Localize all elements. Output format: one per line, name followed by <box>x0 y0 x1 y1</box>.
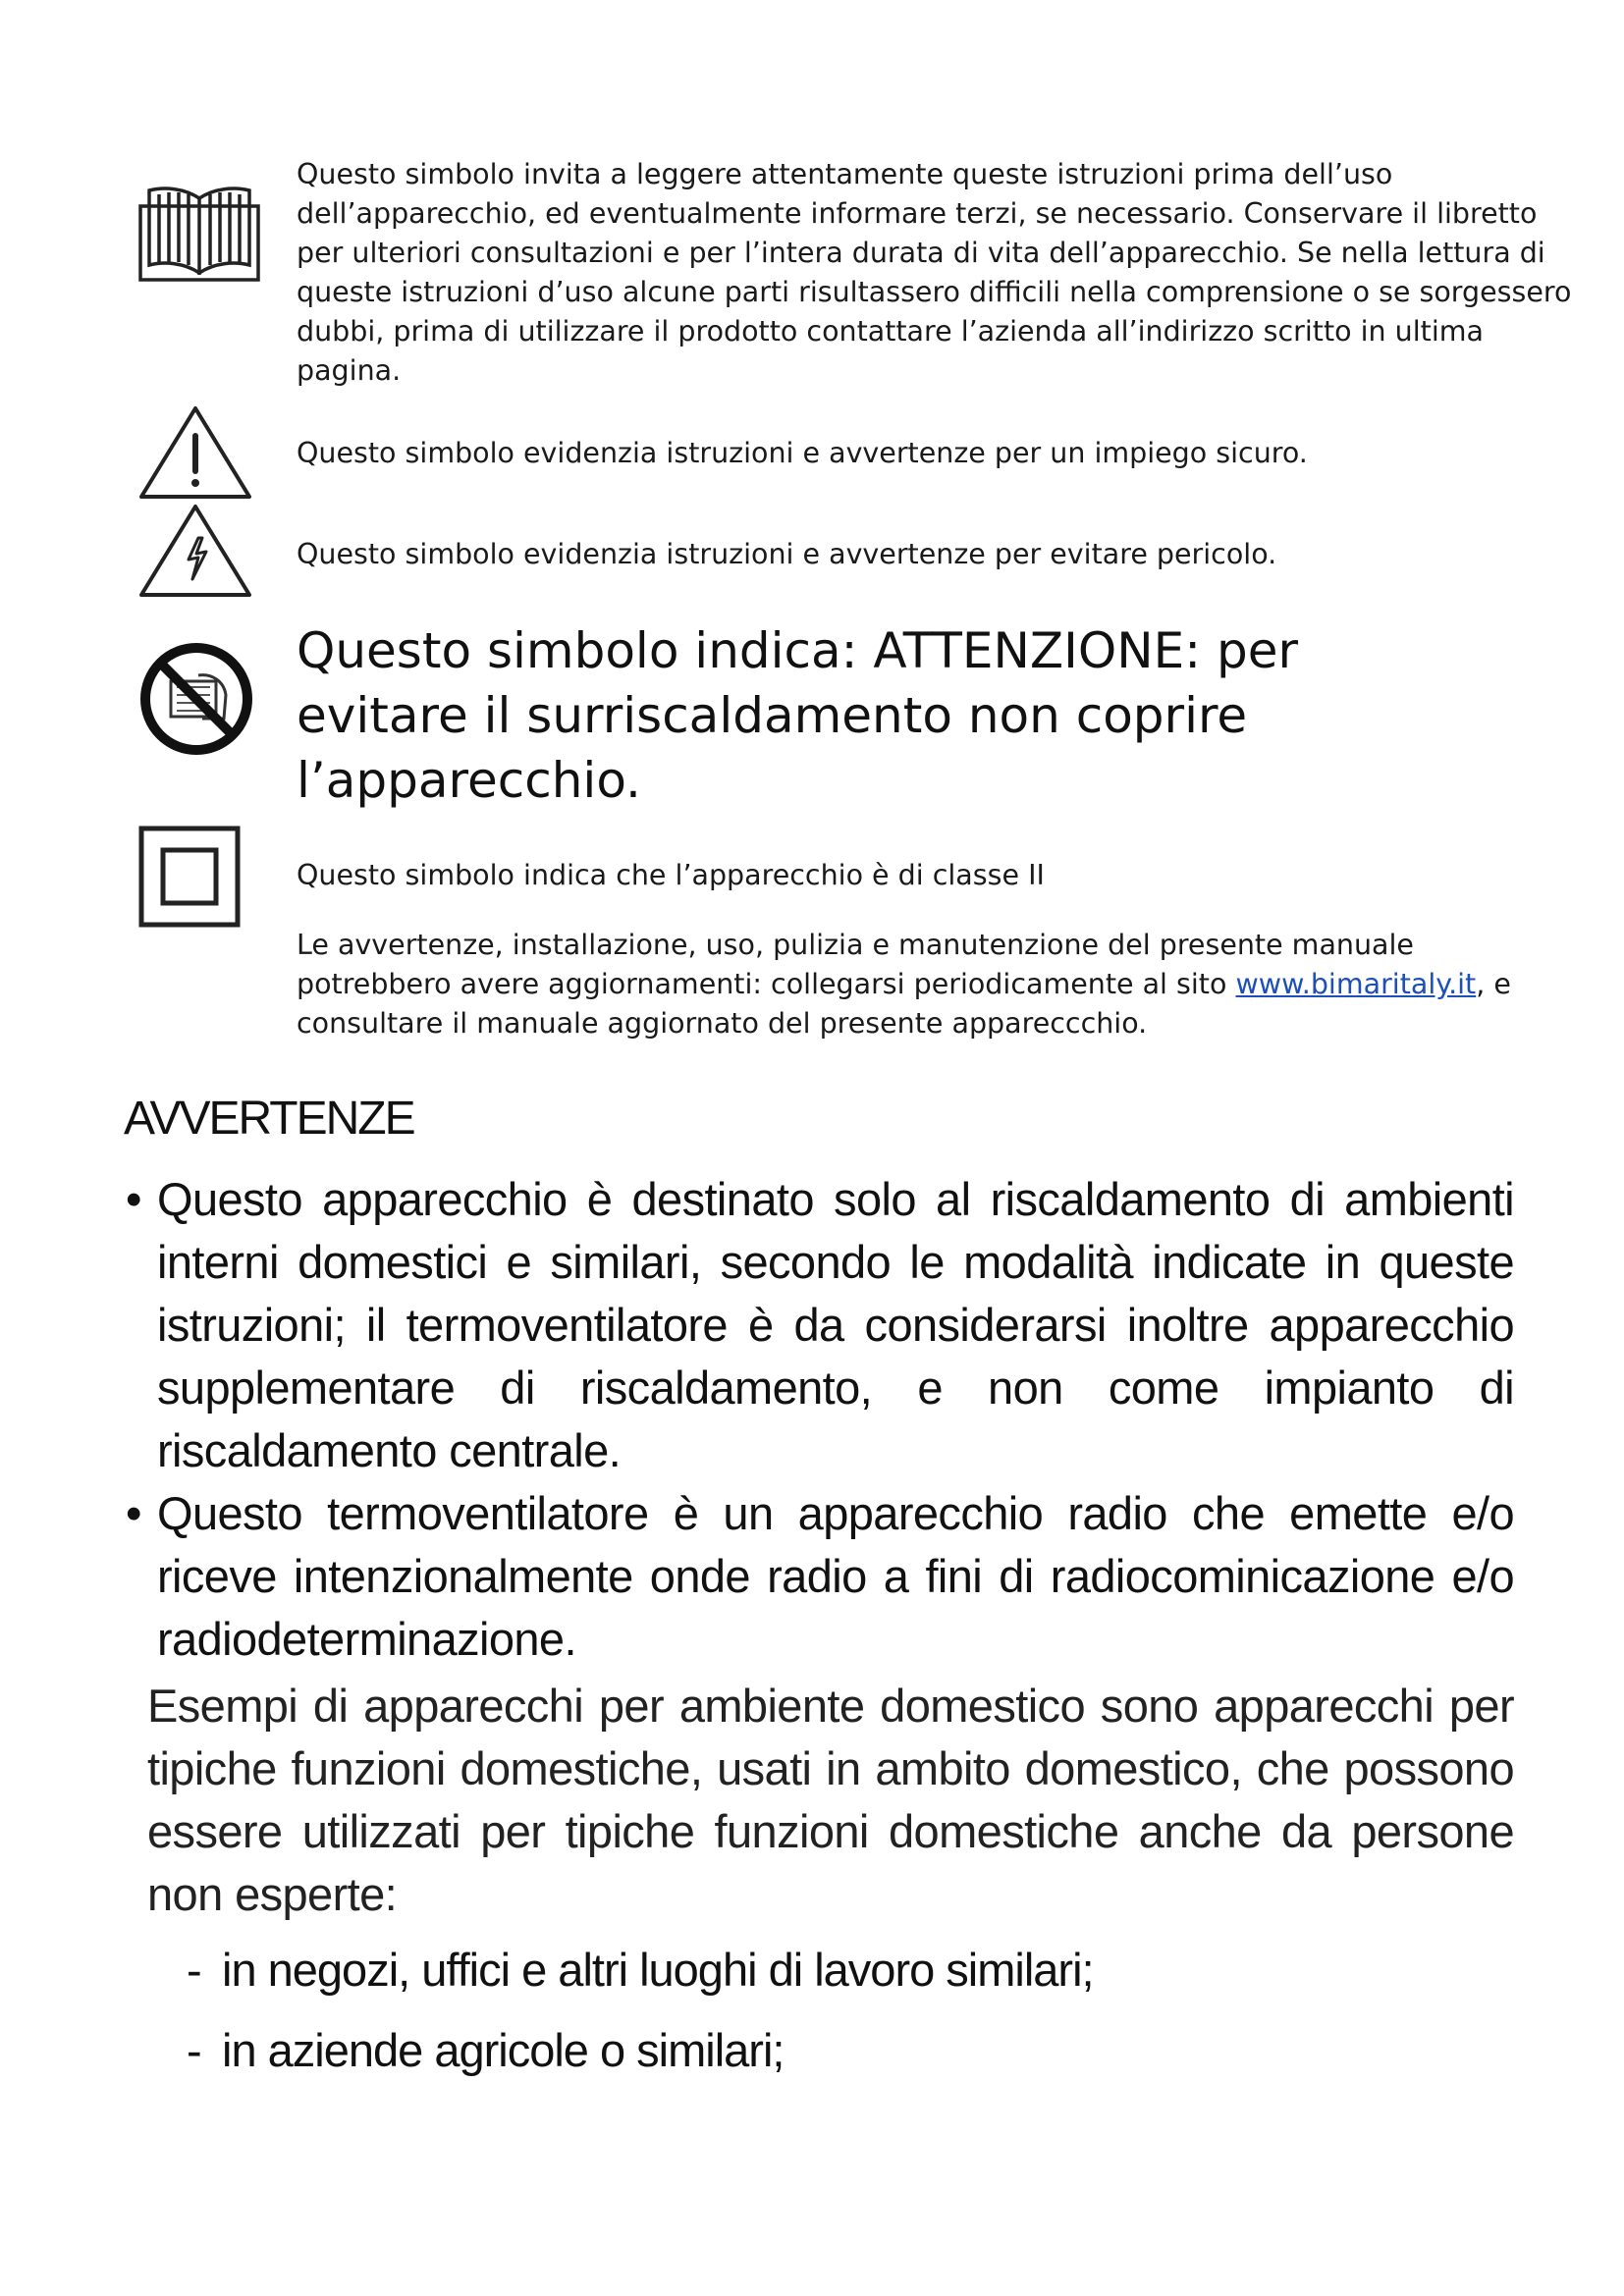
dash-icon: - <box>187 1944 201 1996</box>
bullet-icon: • <box>126 1487 141 1539</box>
list-item: • Questo termoventilatore è un apparecchio radio che emette e/o riceve intenzionalmente onde radio a fini di radiocominicazione e/o radiodeterminazione. <box>120 1482 1514 1671</box>
update-note <box>297 926 1514 1043</box>
do-not-cover-icon <box>137 640 255 762</box>
symbol-text-manual: Questo simbolo invita a leggere attentamente queste istruzioni prima dell’uso dell’apparecchio, ed eventualmente informare terzi, se necessario. Conservare il libretto per ulteriori consultazioni e per l’intera durata di vita dell’apparecchio. Se nella lettura di queste istruzioni d’uso alcune parti risultassero difficili nella comprensione o se sorgessero dubbi, prima di utilizzare il prodotto contattare l’azienda all’indirizzo scritto in ultima pagina. <box>297 158 1572 387</box>
symbol-text-warning: Questo simbolo evidenzia istruzioni e avvertenze per un impiego sicuro. <box>297 437 1308 469</box>
symbol-text-electric: Questo simbolo evidenzia istruzioni e avvertenze per evitare pericolo. <box>297 538 1277 570</box>
examples-list <box>187 1930 1094 2091</box>
class-ii-icon <box>137 825 242 933</box>
symbol-text-class-ii: Questo simbolo indica che l’apparecchio è di classe II <box>297 859 1045 891</box>
update-note-text-before: Le avvertenze, installazione, uso, pulizia e manutenzione del presente manuale potrebbero avere aggiornamenti: collegarsi periodicamente al sito <box>297 929 1414 1000</box>
warning-triangle-icon <box>137 402 253 505</box>
manual-book-icon <box>137 187 261 289</box>
list-item: - in aziende agricole o similari; <box>187 2010 1094 2091</box>
warnings-list <box>120 1168 1514 1671</box>
examples-paragraph: Esempi di apparecchi per ambiente domestico sono apparecchi per tipiche funzioni domestiche, usati in ambito domestico, che possono essere utilizzati per tipiche funzioni domestiche anche da persone non esperte: <box>147 1680 1514 1920</box>
dash-icon: - <box>187 2024 201 2076</box>
list-item: • Questo apparecchio è destinato solo al riscaldamento di ambienti interni domestici e similari, secondo le modalità indicate in queste istruzioni; il termoventilatore è da considerarsi inoltre apparecchio supplementare di riscaldamento, e non come impianto di riscaldamento centrale. <box>120 1168 1514 1482</box>
bullet-icon: • <box>126 1173 141 1225</box>
list-item: - in negozi, uffici e altri luoghi di lavoro similari; <box>187 1930 1094 2010</box>
symbol-text-do-not-cover: Questo simbolo indica: ATTENZIONE: per evitare il surriscaldamento non coprire l’apparecchio. <box>297 622 1299 809</box>
update-note-text-after: , e consultare il manuale aggiornato del presente appareccchio. <box>297 968 1511 1040</box>
website-link[interactable]: www.bimaritaly.it <box>1235 968 1477 1000</box>
electric-hazard-icon <box>137 501 253 603</box>
section-title: AVVERTENZE <box>124 1093 414 1145</box>
